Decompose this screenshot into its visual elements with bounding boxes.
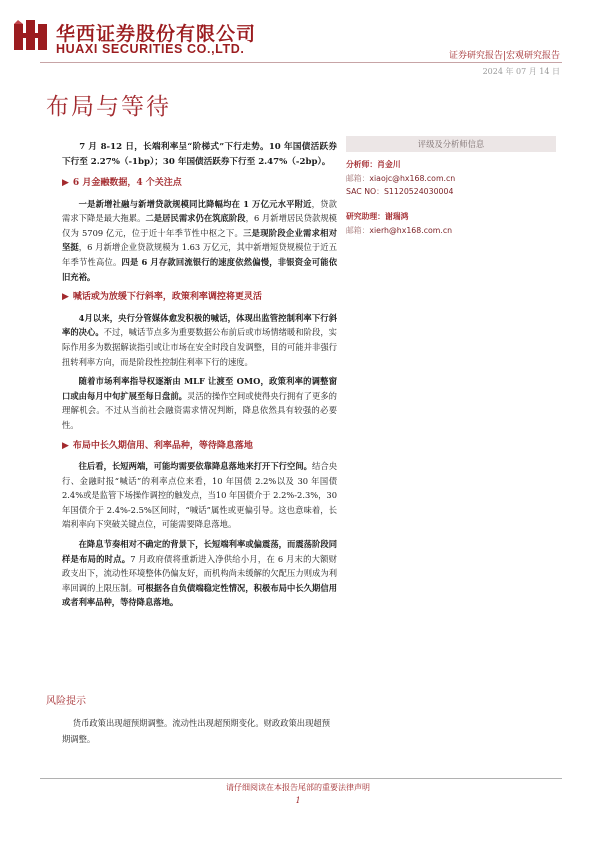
risk-title: 风险提示 (46, 696, 86, 707)
emphasis-text: 可根据各自负债端稳定性情况，积极布局中长久期信用或者利率品种，等待降息落地。 (62, 582, 337, 608)
report-title: 布局与等待 (46, 94, 171, 120)
body-text: 不过，喊话节点多为重要数据公布前后或市场情绪暖和阶段，实际作用多为数据解读指引或让市场在安全时段自发调整，目的可能并非强行扭转利率方向，而是阶段性控制住利率下行的速度。 (62, 327, 337, 367)
assistant-email[interactable]: xierh@hx168.com.cn (369, 226, 453, 235)
analyst-email-line (346, 172, 556, 185)
report-type: 证券研究报告|宏观研究报告 (448, 51, 560, 61)
triangle-bullet-icon: ▶ (62, 292, 69, 303)
triangle-bullet-icon: ▶ (62, 440, 69, 451)
assistant-email-line (346, 224, 556, 237)
company-name-en: HUAXI SECURITIES CO.,LTD. (56, 42, 245, 56)
body-text: ，贷款需求下降是最大拖累。 (62, 198, 337, 224)
emphasis-text: 随着市场利率指导权逐渐由 MLF 让渡至 OMO，政策利率的调整窗口或由每月中旬扩展至每日盘前。 (62, 376, 337, 401)
analyst-email[interactable]: xiaojc@hx168.com.cn (369, 174, 456, 183)
emphasis-text: 一是新增社融与新增贷款规模同比降幅均在 1 万亿元水平附近 (78, 198, 312, 209)
footer-divider (40, 778, 562, 779)
section-paragraph (62, 311, 337, 369)
assistant-email-label: 邮箱： (346, 226, 370, 235)
body-text: ，6 月新增居民贷款规模仅为 5709 亿元，位于近十年季节性中枢之下。 (62, 213, 337, 238)
body-text: ，6 月新增企业贷款规模为 1.63 万亿元，其中新增短贷规模位于近五年季节性高位。 (62, 242, 337, 267)
triangle-bullet-icon: ▶ (62, 178, 69, 188)
section-paragraph (62, 374, 337, 432)
section-heading-text: 6 月金融数据，4 个关注点 (72, 178, 182, 188)
lead-summary: 7 月 8-12 日，长端利率呈“阶梯式”下行走势。10 年国债活跃券下行至 2.27%（-1bp）；30 年国债活跃券下行至 2.47%（-2bp）。 (62, 142, 337, 167)
huaxi-logo-icon (14, 20, 48, 50)
section-heading-text: 喊话或为放缓下行斜率，政策利率调控将更灵活 (72, 292, 262, 303)
sac-label: SAC NO： (346, 187, 384, 196)
analyst-panel (346, 136, 556, 237)
analyst-panel-header: 评级及分析师信息 (346, 136, 556, 152)
page-number: 1 (295, 796, 301, 805)
section-paragraph (62, 197, 337, 285)
sac-number: S1120524030004 (383, 187, 454, 196)
body-text: 灵活的操作空间或使得央行拥有了更多的理解机会。不过从当前社会融资需求情况判断，降息依然具有较强的必要性。 (62, 390, 337, 430)
emphasis-text: 往后看，长短两端，可能均需要依靠降息落地来打开下行空间。 (78, 461, 313, 472)
sections (62, 176, 337, 610)
section-heading (62, 439, 337, 454)
risk-body: 货币政策出现超预期调整。流动性出现超预期变化。财政政策出现超预期调整。 (62, 718, 330, 744)
analyst-email-label: 邮箱： (346, 174, 370, 183)
emphasis-text: 三是现阶段企业需求相对坚挺 (62, 227, 337, 253)
report-date: 2024 年 07 月 14 日 (482, 67, 560, 76)
section-heading-text: 布局中长久期信用、利率品种，等待降息落地 (72, 440, 253, 451)
sac-number-line (346, 185, 556, 198)
emphasis-text: 二是居民需求仍在筑底阶段 (145, 213, 246, 224)
company-name-cn: 华西证券股份有限公司 (56, 23, 257, 45)
section-paragraph (62, 459, 337, 532)
legal-notice[interactable]: 请仔细阅读在本报告尾部的重要法律声明 (226, 783, 370, 792)
body-text: 7 月政府债将重新进入净供给小月，在 6 月末的大额财政支出下，流动性环境整体仍偏友好，而机构尚未缓解的欠配压力则成为利率回调的上限压制。 (62, 553, 337, 593)
body-text: 结合央行、金融时报“喊话”的利率点位来看，10 年国债 2.2%以及 30 年国债 2.4%或是监管下场操作调控的触发点，当10 年国债介于 2.2%-2.3%，30 年国债介于 2.4%-2.5%区间时，“喊话”属性或更偏引导。这也意味着，长端利率向下突破关键点位，可能需要降息落地。 (62, 461, 337, 530)
emphasis-text: 在降息节奏相对不确定的背景下，长短端利率或偏震荡，而震荡阶段同样是布局的时点。 (62, 539, 337, 564)
section-heading (62, 290, 337, 305)
section-heading (62, 176, 337, 191)
assistant-name: 研究助理：谢瑞鸿 (346, 212, 409, 221)
main-content (62, 140, 337, 615)
emphasis-text: 4月以来，央行分管媒体愈发积极的喊话，体现出监管控制利率下行斜率的决心。 (62, 312, 337, 338)
emphasis-text: 四是 6 月存款回流银行的速度依然偏慢，非银资金可能依旧充裕。 (62, 256, 337, 282)
header-divider (40, 62, 562, 63)
section-paragraph (62, 537, 337, 610)
analyst-name: 分析师：肖金川 (346, 160, 401, 169)
